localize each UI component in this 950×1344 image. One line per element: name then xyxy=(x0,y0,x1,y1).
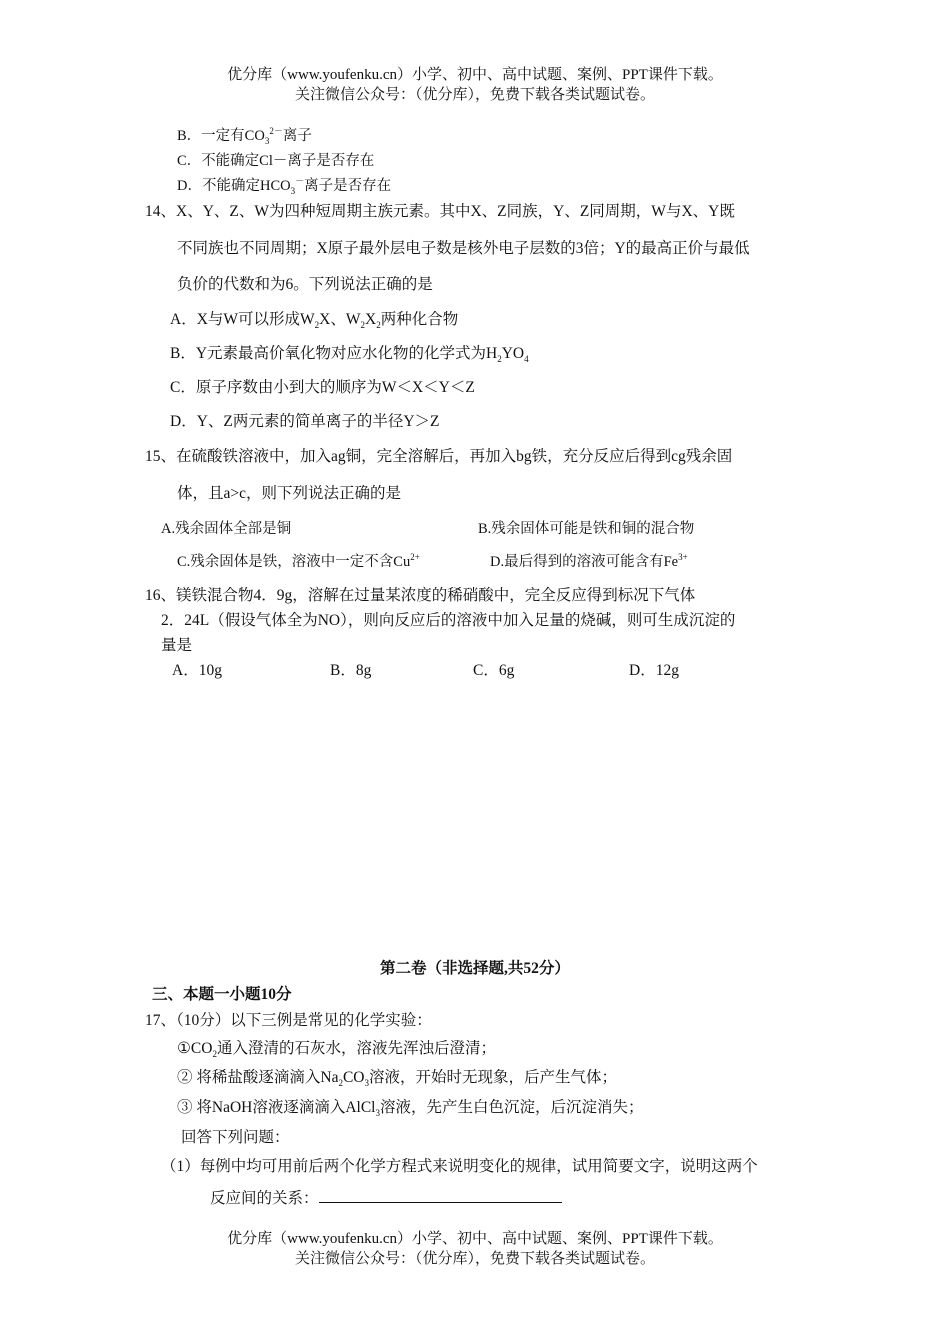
q13-option-c: C．不能确定Cl－离子是否存在 xyxy=(177,153,375,169)
q15-option-d: D.最后得到的溶液可能含有$Fe^{3+}$ xyxy=(490,552,688,570)
q16-option-b: B．8g xyxy=(330,662,372,679)
q16-option-d: D．12g xyxy=(629,662,679,679)
page-header-line1: 优分库（www.youfenku.cn）小学、初中、高中试题、案例、PPT课件下载。 xyxy=(227,67,723,83)
q17-item-1: $①CO_2$通入澄清的石灰水，溶液先浑浊后澄清； xyxy=(177,1040,496,1060)
q14-stem-line2: 不同族也不同周期；X原子最外层电子数是核外电子层数的3倍；Y的最高正价与最低 xyxy=(177,240,750,257)
page-footer-line1: 优分库（www.youfenku.cn）小学、初中、高中试题、案例、PPT课件下载。 xyxy=(227,1231,723,1247)
q16-option-a: A．10g xyxy=(172,662,222,679)
q16-option-c: C．6g xyxy=(473,662,515,679)
q17-item-3: ③ 将NaOH溶液逐滴滴入AlCl$_3$溶液，先产生白色沉淀，后沉淀消失； xyxy=(177,1099,644,1119)
q14-option-b: B．Y元素最高价氧化物对应水化物的化学式为$H_2YO_4$ xyxy=(170,345,529,365)
q17-item-2: ② 将稀盐酸逐滴滴入$Na_2CO_3$溶液，开始时无现象，后产生气体； xyxy=(177,1069,618,1089)
q16-stem-line2: 2．24L（假设气体全为NO），则向反应后的溶液中加入足量的烧碱，则可生成沉淀的 xyxy=(161,612,736,629)
q14-stem-line3: 负价的代数和为6。下列说法正确的是 xyxy=(177,276,433,293)
q14-option-d: D．Y、Z两元素的简单离子的半径Y＞Z xyxy=(170,413,440,430)
q15-option-b: B.残余固体可能是铁和铜的混合物 xyxy=(478,521,695,537)
q17-sub1-line2: 反应间的关系： xyxy=(210,1188,562,1208)
q15-option-a: A.残余固体全部是铜 xyxy=(161,521,292,537)
page-footer-line2: 关注微信公众号：（优分库），免费下载各类试题试卷。 xyxy=(294,1251,655,1267)
q14-option-c: C．原子序数由小到大的顺序为W＜X＜Y＜Z xyxy=(170,379,475,396)
part-two-title: 第二卷（非选择题,共52分） xyxy=(380,960,570,977)
q15-stem-line2: 体，且a>c，则下列说法正确的是 xyxy=(177,485,402,502)
q17-answer-prompt: 回答下列问题： xyxy=(181,1129,290,1146)
answer-blank[interactable] xyxy=(319,1188,562,1203)
q16-stem-line3: 量是 xyxy=(161,637,193,654)
q14-stem-line1: 14、X、Y、Z、W为四种短周期主族元素。其中X、Z同族，Y、Z同周期，W与X、Y既 xyxy=(145,203,735,220)
q15-option-c: C.残余固体是铁，溶液中一定不含$Cu^{2+}$ xyxy=(177,552,420,570)
q14-option-a: A．X与W可以形成$W_2X$、$W_2X_2$两种化合物 xyxy=(170,311,459,331)
q13-option-d: D．不能确定$HCO_3^-$离子是否存在 xyxy=(177,176,392,196)
q16-stem-line1: 16、镁铁混合物4．9g，溶解在过量某浓度的稀硝酸中，完全反应得到标况下气体 xyxy=(145,587,696,604)
section-three-heading: 三、本题一小题10分 xyxy=(152,986,292,1003)
q13-option-b: B．一定有$CO_3^{2-}$离子 xyxy=(177,126,312,146)
page-header-line2: 关注微信公众号：（优分库），免费下载各类试题试卷。 xyxy=(294,87,655,103)
q17-intro: 17、（10分）以下三例是常见的化学实验： xyxy=(145,1012,432,1029)
q15-stem-line1: 15、在硫酸铁溶液中，加入ag铜，完全溶解后，再加入bg铁，充分反应后得到cg残余固 xyxy=(145,448,733,465)
q17-sub1-line1: （1）每例中均可用前后两个化学方程式来说明变化的规律，试用简要文字，说明这两个 xyxy=(161,1158,758,1175)
